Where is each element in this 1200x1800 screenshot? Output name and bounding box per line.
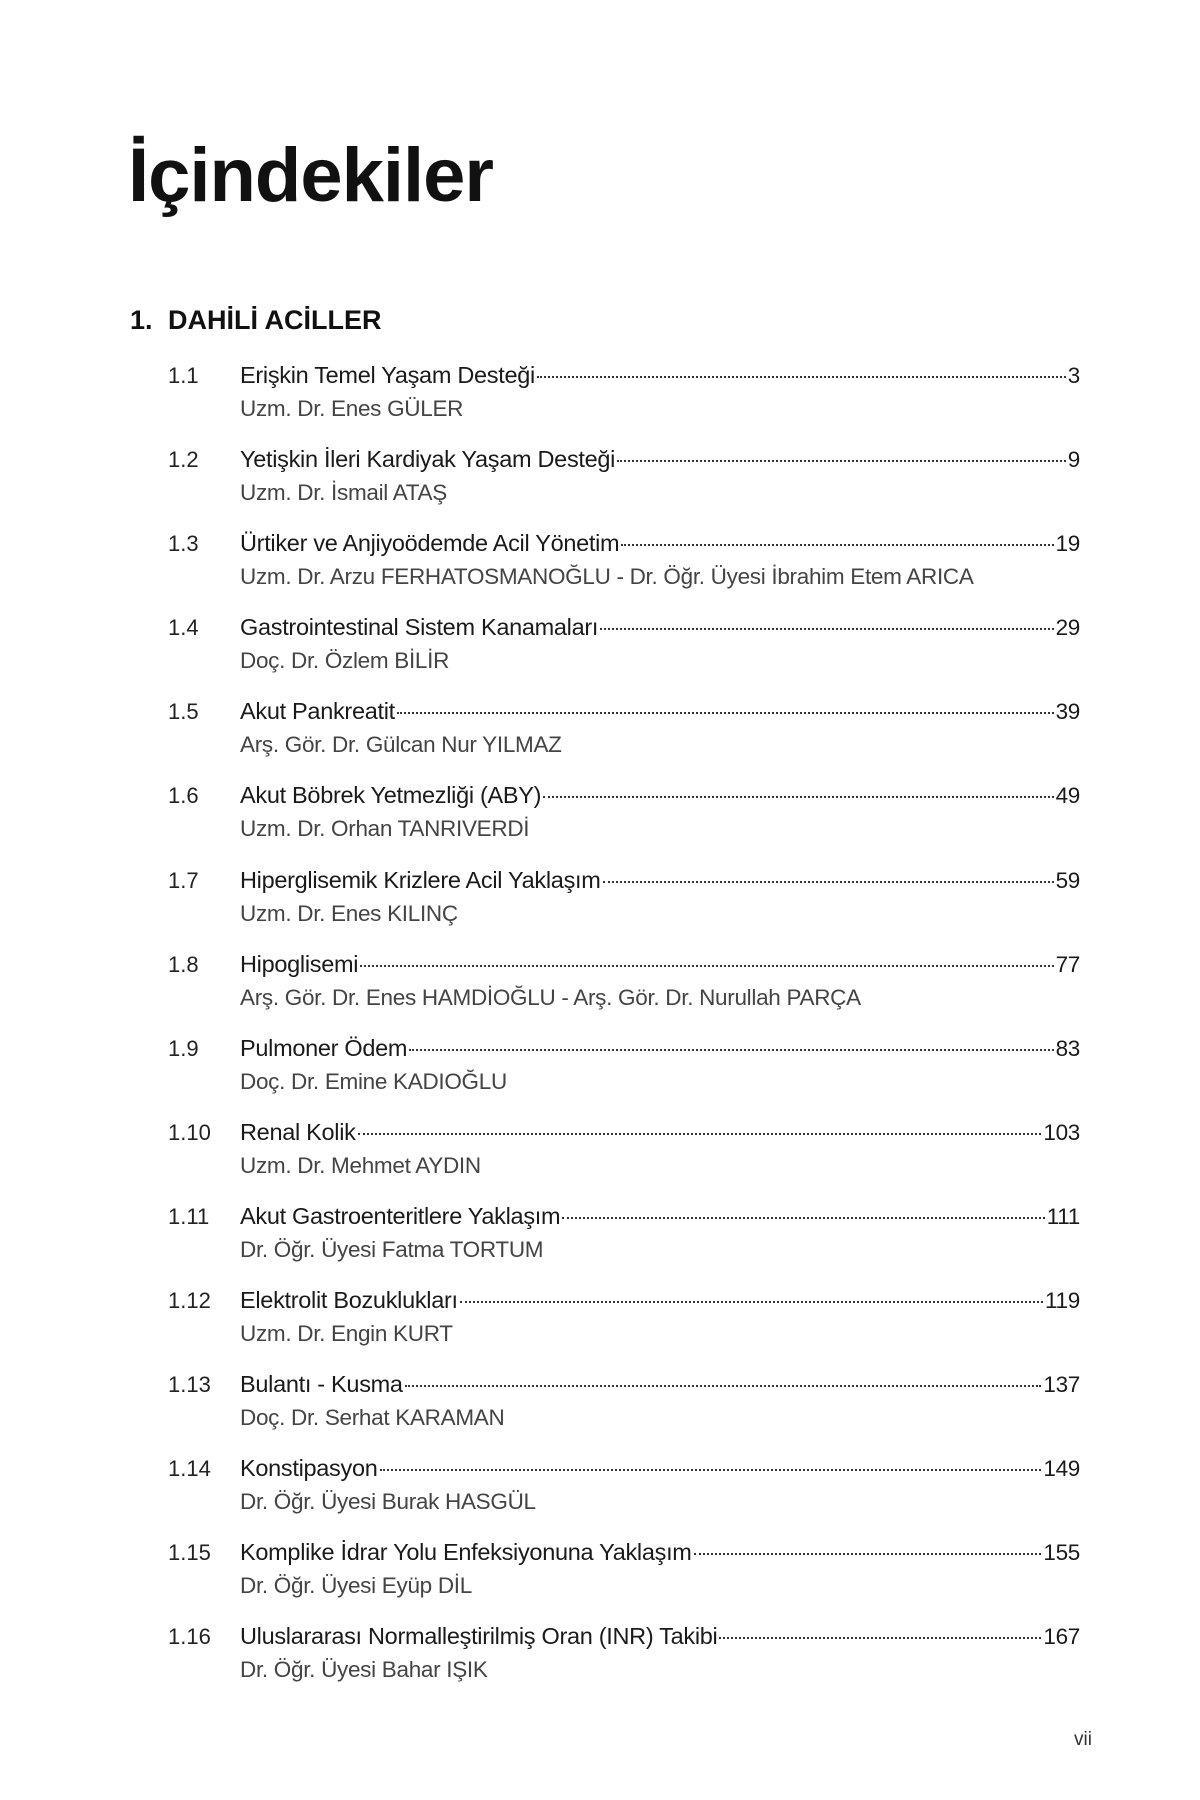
section-title: DAHİLİ ACİLLER — [168, 305, 382, 335]
toc-dot-leader — [460, 1301, 1043, 1303]
toc-entry-page[interactable]: 9 — [1067, 447, 1080, 473]
toc-dot-leader — [409, 1049, 1053, 1051]
toc-dot-leader — [562, 1217, 1044, 1219]
toc-entry-number: 1.9 — [168, 1035, 199, 1061]
toc-entry-author: Uzm. Dr. Engin KURT — [240, 1321, 453, 1347]
toc-entry-row[interactable] — [168, 1199, 1080, 1233]
toc-entry-author: Dr. Öğr. Üyesi Burak HASGÜL — [240, 1489, 536, 1515]
toc-entry[interactable] — [168, 1451, 1080, 1535]
toc-entry-author: Dr. Öğr. Üyesi Fatma TORTUM — [240, 1236, 544, 1262]
toc-entry[interactable] — [168, 863, 1080, 947]
toc-entry-number: 1.14 — [168, 1456, 211, 1482]
toc-entry-row[interactable] — [168, 1535, 1080, 1569]
toc-entry-title[interactable]: Akut Böbrek Yetmezliği (ABY) — [240, 782, 542, 809]
toc-entry[interactable] — [168, 1031, 1080, 1115]
toc-dot-leader — [694, 1553, 1042, 1555]
page-number: vii — [1074, 1729, 1092, 1750]
toc-entry[interactable] — [168, 358, 1080, 442]
toc-dot-leader — [621, 544, 1053, 546]
toc-entry-author: Doç. Dr. Özlem BİLİR — [240, 648, 450, 674]
toc-entry-number: 1.2 — [168, 447, 199, 473]
toc-entry-page[interactable]: 137 — [1043, 1372, 1080, 1398]
toc-entry-number: 1.6 — [168, 783, 199, 809]
toc-entry-row[interactable] — [168, 526, 1080, 560]
toc-entry-title[interactable]: Akut Gastroenteritlere Yaklaşım — [240, 1202, 561, 1229]
toc-entry-page[interactable]: 111 — [1046, 1203, 1080, 1229]
toc-dot-leader — [358, 1133, 1042, 1135]
section-heading — [130, 307, 381, 334]
toc-entry-page[interactable]: 119 — [1045, 1288, 1080, 1314]
toc-entry[interactable] — [168, 526, 1080, 610]
toc-entry-row[interactable] — [168, 358, 1080, 392]
toc-list — [168, 358, 1080, 1704]
toc-entry-author: Uzm. Dr. Orhan TANRIVERDİ — [240, 816, 530, 842]
toc-entry-author: Doç. Dr. Serhat KARAMAN — [240, 1405, 505, 1431]
toc-entry-number: 1.3 — [168, 531, 199, 557]
toc-entry-row[interactable] — [168, 947, 1080, 981]
toc-entry-number: 1.12 — [168, 1288, 211, 1314]
toc-entry[interactable] — [168, 694, 1080, 778]
toc-entry-title[interactable]: Pulmoner Ödem — [240, 1034, 408, 1061]
toc-entry-page[interactable]: 167 — [1043, 1624, 1080, 1650]
toc-entry[interactable] — [168, 947, 1080, 1031]
toc-entry[interactable] — [168, 1367, 1080, 1451]
toc-entry-title[interactable]: Konstipasyon — [240, 1455, 378, 1482]
toc-entry-number: 1.15 — [168, 1540, 211, 1566]
toc-dot-leader — [380, 1469, 1042, 1471]
toc-entry-number: 1.10 — [168, 1119, 211, 1145]
toc-entry-number: 1.11 — [168, 1203, 210, 1229]
page-title: İçindekiler — [128, 133, 493, 218]
toc-entry-number: 1.1 — [168, 363, 199, 388]
toc-entry-row[interactable] — [168, 1283, 1080, 1317]
toc-dot-leader — [600, 628, 1053, 630]
toc-entry-row[interactable] — [168, 1451, 1080, 1485]
toc-entry-title[interactable]: Uluslararası Normalleştirilmiş Oran (INR) Takibi — [240, 1623, 718, 1650]
toc-entry-number: 1.16 — [168, 1624, 211, 1650]
toc-dot-leader — [360, 965, 1053, 967]
toc-entry-author: Uzm. Dr. Enes GÜLER — [240, 396, 464, 421]
toc-dot-leader — [397, 712, 1054, 714]
toc-dot-leader — [537, 376, 1066, 378]
toc-entry-page[interactable]: 49 — [1055, 783, 1080, 809]
toc-dot-leader — [543, 796, 1053, 798]
toc-entry-row[interactable] — [168, 694, 1080, 728]
toc-entry-author: Uzm. Dr. Arzu FERHATOSMANOĞLU - Dr. Öğr. Üyesi İbrahim Etem ARICA — [240, 564, 974, 590]
toc-entry-number: 1.5 — [168, 699, 199, 725]
toc-entry-page[interactable]: 77 — [1055, 951, 1080, 977]
section-number: 1. — [130, 305, 153, 335]
toc-entry-page[interactable]: 155 — [1043, 1540, 1080, 1566]
toc-entry-author: Uzm. Dr. Mehmet AYDIN — [240, 1152, 481, 1178]
toc-entry-page[interactable]: 3 — [1067, 363, 1080, 388]
toc-dot-leader — [603, 881, 1054, 883]
toc-entry-row[interactable] — [168, 863, 1080, 897]
toc-entry-title[interactable]: Elektrolit Bozuklukları — [240, 1287, 458, 1314]
toc-entry-title[interactable]: Hiperglisemik Krizlere Acil Yaklaşım — [240, 866, 601, 893]
toc-entry-row[interactable] — [168, 610, 1080, 644]
toc-entry-author: Dr. Öğr. Üyesi Bahar IŞIK — [240, 1657, 488, 1683]
toc-entry-page[interactable]: 149 — [1043, 1456, 1080, 1482]
toc-entry-row[interactable] — [168, 1031, 1080, 1065]
toc-entry-row[interactable] — [168, 1367, 1080, 1401]
toc-entry-page[interactable]: 83 — [1055, 1035, 1080, 1061]
toc-entry-title[interactable]: Gastrointestinal Sistem Kanamaları — [240, 614, 599, 641]
toc-entry-title[interactable]: Yetişkin İleri Kardiyak Yaşam Desteği — [240, 446, 616, 473]
toc-entry[interactable] — [168, 778, 1080, 862]
toc-entry-title[interactable]: Ürtiker ve Anjiyoödemde Acil Yönetim — [240, 530, 620, 557]
toc-entry-row[interactable] — [168, 1619, 1080, 1653]
toc-entry-title[interactable]: Komplike İdrar Yolu Enfeksiyonuna Yaklaşım — [240, 1539, 692, 1566]
toc-entry-number: 1.4 — [168, 615, 199, 641]
toc-entry-author: Arş. Gör. Dr. Enes HAMDİOĞLU - Arş. Gör. Dr. Nurullah PARÇA — [240, 984, 861, 1010]
toc-entry-author: Arş. Gör. Dr. Gülcan Nur YILMAZ — [240, 732, 562, 758]
toc-entry-title[interactable]: Erişkin Temel Yaşam Desteği — [240, 362, 535, 388]
toc-entry[interactable] — [168, 1619, 1080, 1703]
toc-entry-author: Uzm. Dr. İsmail ATAŞ — [240, 480, 447, 506]
toc-entry-page[interactable]: 29 — [1055, 615, 1080, 641]
toc-dot-leader — [617, 460, 1066, 462]
toc-entry-row[interactable] — [168, 778, 1080, 812]
toc-entry-page[interactable]: 59 — [1055, 867, 1080, 893]
toc-entry-title[interactable]: Renal Kolik — [240, 1118, 356, 1145]
toc-entry[interactable] — [168, 1199, 1080, 1283]
toc-dot-leader — [405, 1385, 1042, 1387]
toc-entry-author: Doç. Dr. Emine KADIOĞLU — [240, 1068, 507, 1094]
toc-entry-number: 1.13 — [168, 1372, 211, 1398]
toc-dot-leader — [719, 1637, 1041, 1639]
toc-entry-page[interactable]: 19 — [1055, 531, 1080, 557]
toc-entry-title[interactable]: Bulantı - Kusma — [240, 1371, 403, 1398]
toc-entry[interactable] — [168, 1115, 1080, 1199]
toc-entry[interactable] — [168, 1535, 1080, 1619]
toc-entry-author: Dr. Öğr. Üyesi Eyüp DİL — [240, 1573, 472, 1599]
toc-entry-title[interactable]: Hipoglisemi — [240, 950, 359, 977]
toc-entry-number: 1.8 — [168, 951, 199, 977]
toc-entry-author: Uzm. Dr. Enes KILINÇ — [240, 900, 458, 926]
toc-entry-number: 1.7 — [168, 867, 199, 893]
toc-entry-row[interactable] — [168, 1115, 1080, 1149]
toc-entry-page[interactable]: 39 — [1055, 699, 1080, 725]
toc-entry-page[interactable]: 103 — [1043, 1119, 1080, 1145]
toc-entry[interactable] — [168, 442, 1080, 526]
toc-entry-title[interactable]: Akut Pankreatit — [240, 698, 395, 725]
toc-entry-row[interactable] — [168, 442, 1080, 476]
toc-entry[interactable] — [168, 1283, 1080, 1367]
toc-entry[interactable] — [168, 610, 1080, 694]
